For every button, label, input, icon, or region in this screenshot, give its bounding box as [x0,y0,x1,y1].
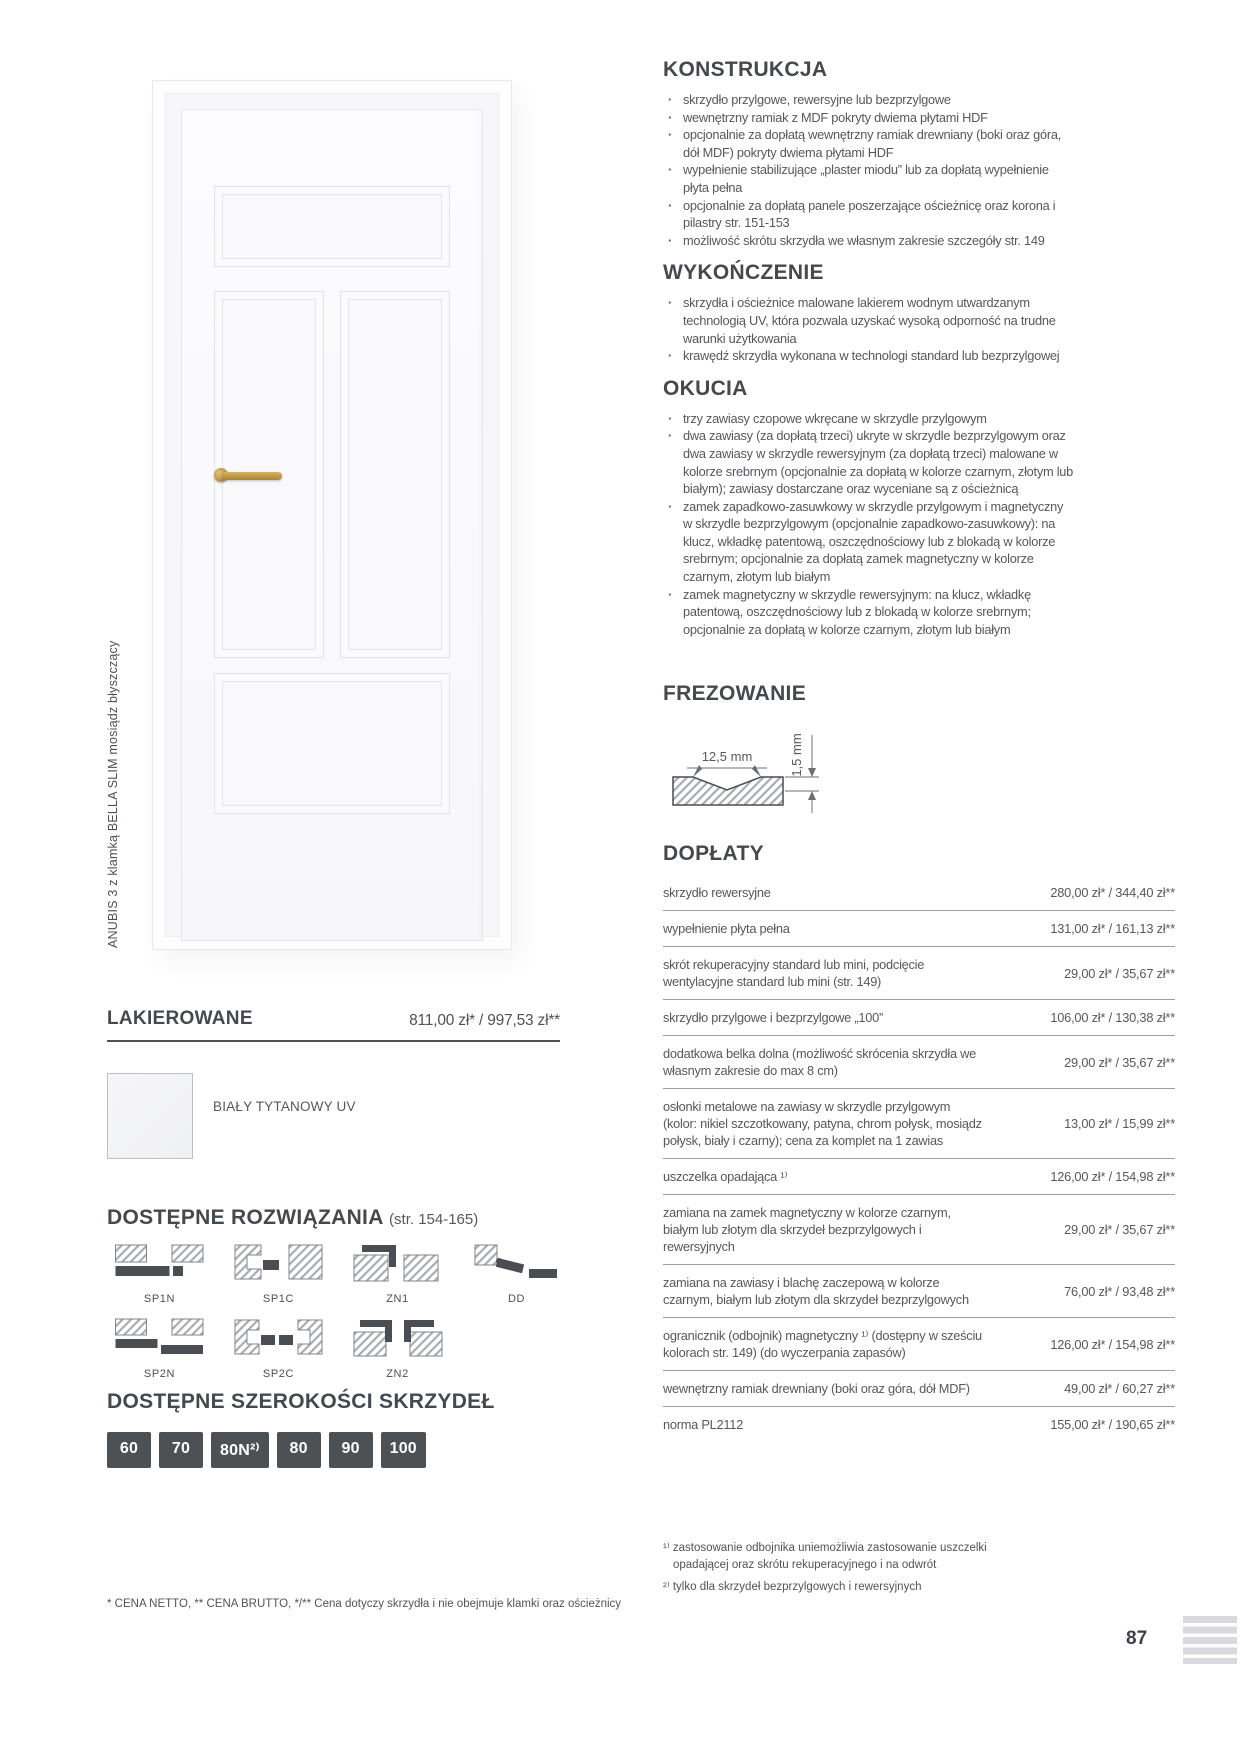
solution-label: SP1C [262,1293,295,1305]
width-badge-60: 60 [107,1432,151,1468]
doplaty-row-label: zamiana na zawiasy i blachę zaczepową w kolorze czarnym, białym lub złotym dla skrzydeł bezprzylgowych [663,1275,969,1308]
door-leaf [181,109,483,941]
bullet-item: · trzy zawiasy czopowe wkręcane w skrzydle przylgowym [663,410,1075,428]
milling-profile-diagram [663,715,853,823]
table-row [663,1036,1175,1089]
solution-sp1c [226,1243,331,1305]
width-badge-90: 90 [329,1432,373,1468]
solution-zn2 [345,1318,450,1380]
doplaty-row-price: 29,00 zł* / 35,67 zł** [1064,965,1175,981]
doplaty-row-label: dodatkowa belka dolna (możliwość skrócenia skrzydła we własnym zakresie do max 8 cm) [663,1046,976,1079]
doplaty-row-price: 13,00 zł* / 15,99 zł** [1064,1116,1175,1132]
footnote-2: ²⁾ tylko dla skrzydeł bezprzylgowych i rewersyjnych [663,1581,922,1593]
door-panel-bottom [214,673,450,814]
solutions-row-1 [107,1243,577,1305]
solution-dd [464,1243,569,1305]
solution-sp2n [107,1318,212,1380]
color-swatch-label: BIAŁY TYTANOWY UV [213,1099,356,1114]
konstrukcja-bullets [663,91,1075,249]
bullet-item: · skrzydło przylgowe, rewersyjne lub bezprzylgowe [663,91,1075,109]
door-product-image [152,80,512,950]
section-frezowanie [663,682,1175,828]
solution-label: SP2N [143,1368,176,1380]
footnote-1: ¹⁾ zastosowanie odbojnika uniemożliwia zastosowanie uszczelki opadającej oraz skrótu rekuperacyjnego i na odwrót [663,1542,987,1571]
doplaty-row-label: skrót rekuperacyjny standard lub mini, podcięcie wentylacyjne standard lub mini (str. 149) [663,957,925,990]
section-konstrukcja [663,58,1175,249]
footnotes [663,1540,1023,1596]
finish-price-bar [107,1008,560,1042]
finish-price: 811,00 zł* / 997,53 zł** [409,1012,560,1029]
solution-label: DD [507,1293,526,1305]
section-doplaty [663,842,1175,1442]
doplaty-row-price: 106,00 zł* / 130,38 zł** [1050,1010,1175,1026]
doplaty-row-label: skrzydło rewersyjne [663,885,771,901]
solution-diagram-zn1-icon [352,1243,444,1289]
color-swatch [107,1073,193,1159]
table-row [663,911,1175,947]
available-widths-section [107,1390,495,1468]
section-okucia [663,377,1175,639]
solution-diagram-zn2-icon [352,1318,444,1364]
doplaty-row-label: norma PL2112 [663,1417,743,1433]
width-badges [107,1432,495,1468]
table-row [663,1000,1175,1036]
doplaty-row-label: uszczelka opadająca ¹⁾ [663,1169,788,1185]
solution-diagram-sp1n-icon [114,1243,206,1289]
doplaty-row-price: 126,00 zł* / 154,98 zł** [1050,1336,1175,1352]
width-badge-80: 80 [277,1432,321,1468]
table-row [663,1265,1175,1318]
width-badge-70: 70 [159,1432,203,1468]
doplaty-row-label: wewnętrzny ramiak drewniany (boki oraz góra, dół MDF) [663,1381,970,1397]
solution-label: SP1N [143,1293,176,1305]
width-badge-80n: 80N²⁾ [211,1432,269,1468]
solution-diagram-sp2n-icon [114,1318,206,1364]
solution-zn1 [345,1243,450,1305]
product-vertical-caption: ANUBIS 3 z klamką BELLA SLIM mosiądz błyszczący [106,640,120,948]
color-swatch-row [107,1073,356,1159]
doplaty-row-price: 155,00 zł* / 190,65 zł** [1050,1417,1175,1433]
solutions-pages-ref: (str. 154-165) [389,1211,479,1228]
doplaty-row-label: wypełnienie płyta pełna [663,921,790,937]
specs-column [663,58,1175,1442]
finish-title: LAKIEROWANE [107,1008,253,1029]
doplaty-row-price: 76,00 zł* / 93,48 zł** [1064,1283,1175,1299]
door-handle-lever [222,472,282,480]
solutions-heading [107,1206,577,1230]
solutions-title: DOSTĘPNE ROZWIĄZANIA [107,1206,383,1229]
bullet-item: · opcjonalnie za dopłatą wewnętrzny ramiak drewniany (boki oraz góra, dół MDF) pokryty dwiema płytami HDF [663,126,1075,161]
bullet-item: · możliwość skrótu skrzydła we własnym zakresie szczegóły str. 149 [663,232,1075,250]
price-legend: * CENA NETTO, ** CENA BRUTTO, */** Cena dotyczy skrzydła i nie obejmuje klamki oraz ościeżnicy [107,1598,622,1610]
section-wykonczenie [663,261,1175,364]
bullet-item: · zamek magnetyczny w skrzydle rewersyjnym: na klucz, wkładkę patentową, oszczędnościowy lub z blokadą w kolorze srebrnym; opcjonalnie za dopłatą w kolorze czarnym, złotym lub białym [663,586,1075,639]
solution-label: SP2C [262,1368,295,1380]
bullet-item: · zamek zapadkowo-zasuwkowy w skrzydle przylgowym i magnetyczny w skrzydle bezprzylgowym (opcjonalnie zapadkowo-zasuwkowy): na klucz, wkładkę patentową, oszczędnościowy lub z blokadą w kolorze srebrnym; opcjonalnie za dopłatą zamek magnetyczny w kolorze czarnym, złotym lub białym [663,498,1075,586]
solution-diagram-sp1c-icon [233,1243,325,1289]
solution-sp1n [107,1243,212,1305]
doplaty-row-label: zamiana na zamek magnetyczny w kolorze czarnym, białym lub złotym dla skrzydeł bezprzylgowych i rewersyjnych [663,1205,951,1255]
doplaty-row-price: 126,00 zł* / 154,98 zł** [1050,1169,1175,1185]
doplaty-row-price: 280,00 zł* / 344,40 zł** [1050,885,1175,901]
table-row [663,1371,1175,1407]
wykonczenie-bullets [663,294,1075,364]
widths-title: DOSTĘPNE SZEROKOŚCI SKRZYDEŁ [107,1390,495,1413]
doplaty-row-label: skrzydło przylgowe i bezprzylgowe „100” [663,1010,883,1026]
doplaty-row-price: 29,00 zł* / 35,67 zł** [1064,1054,1175,1070]
bullet-item: · krawędź skrzydła wykonana w technologi standard lub bezprzylgowej [663,347,1075,365]
doplaty-row-price: 131,00 zł* / 161,13 zł** [1050,921,1175,937]
table-row [663,1159,1175,1195]
milling-width-label: 12,5 mm [701,749,753,765]
page-edge-mark [1183,1616,1237,1664]
bullet-item: · skrzydła i ościeżnice malowane lakierem wodnym utwardzanym technologią UV, która pozwala uzyskać wysoką odporność na trudne warunki użytkowania [663,294,1075,347]
solutions-row-2 [107,1318,577,1380]
doplaty-row-price: 29,00 zł* / 35,67 zł** [1064,1222,1175,1238]
bullet-item: · wypełnienie stabilizujące „plaster miodu” lub za dopłatą wypełnienie płyta pełna [663,161,1075,196]
doplaty-row-label: osłonki metalowe na zawiasy w skrzydle przylgowym (kolor: nikiel szczotkowany, patyna, chrom połysk, mosiądz połysk, biały i czarny); cena za komplet na 1 zawias [663,1099,982,1149]
okucia-bullets [663,410,1075,639]
table-row [663,1318,1175,1371]
okucia-title: OKUCIA [663,376,748,400]
doplaty-title: DOPŁATY [663,842,764,866]
solution-diagram-dd-icon [471,1243,563,1289]
solution-label: ZN1 [386,1293,409,1305]
bullet-item: · dwa zawiasy (za dopłatą trzeci) ukryte w skrzydle bezprzylgowym oraz dwa zawiasy w skrzydle rewersyjnym (za dopłatą trzeci) malowane w kolorze srebrnym (opcjonalnie za dopłatą w kolorze czarnym, złotym lub białym); zawiasy dostarczane oraz wyceniane są z ościeżnicą [663,427,1075,497]
door-panel-right [340,291,450,658]
bullet-item: · opcjonalnie za dopłatą panele poszerzające ościeżnicę oraz korona i pilastry str. 151-153 [663,197,1075,232]
door-panel-top [214,186,450,267]
bullet-item: · wewnętrzny ramiak z MDF pokryty dwiema płytami HDF [663,109,1075,127]
width-badge-100: 100 [381,1432,426,1468]
konstrukcja-title: KONSTRUKCJA [663,58,828,81]
table-row [663,947,1175,1000]
table-row [663,1195,1175,1265]
solution-sp2c [226,1318,331,1380]
available-solutions-section [107,1206,577,1380]
table-row [663,1089,1175,1159]
page-number: 87 [1126,1628,1148,1649]
doplaty-row-price: 49,00 zł* / 60,27 zł** [1064,1381,1175,1397]
solution-diagram-sp2c-icon [233,1318,325,1364]
solution-label: ZN2 [386,1368,409,1380]
table-row [663,1407,1175,1442]
milling-depth-label: 1,5 mm [789,733,804,778]
frezowanie-title: FREZOWANIE [663,682,806,706]
doplaty-row-label: ogranicznik (odbojnik) magnetyczny ¹⁾ (dostępny w sześciu kolorach str. 149) (do wyczerpania zapasów) [663,1328,982,1361]
table-row [663,875,1175,911]
wykonczenie-title: WYKOŃCZENIE [663,261,824,285]
doplaty-table [663,875,1175,1442]
